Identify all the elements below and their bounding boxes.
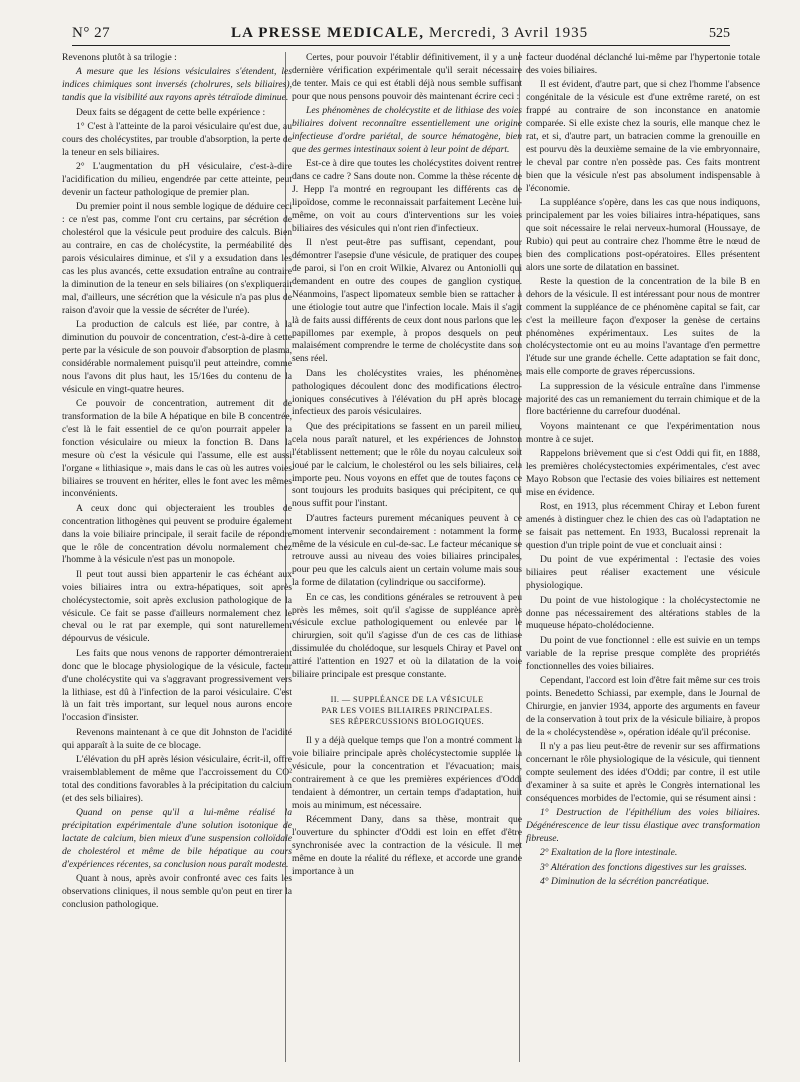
paragraph: Quand on pense qu'il a lui-même réalisé la précipitation expérimentale d'une solution isotonique de lactate de calcium, bien mieux d'une suspension colloïdale de cholestérol et même de bile hépatique au cours d'expériences récentes, sa conclusion nous paraît modeste. xyxy=(62,807,292,870)
paragraph: Il est évident, d'autre part, que si chez l'homme l'absence congénitale de la vésicule est d'une extrême rareté, on est frappé au contraire de son inconstance en anatomie comparée. Si elle existe chez la souris, elle manque chez le rat, et si, d'autre part, un batracien comme la grenouille en est pourvu dès la deuxième semaine de la vie embryonnaire, le cheval par contre n'en possède pas. Ces faits montrent bien que la vésicule n'est pas absolument indispensable à l'économie. xyxy=(526,79,760,194)
paragraph: Rost, en 1913, plus récemment Chiray et Lebon furent amenés à distinguer chez le chien des cas où l'adaptation ne se faisait pas nettement. En 1933, Bucalossi reprenait la question d'un triple point de vue et concluait ainsi : xyxy=(526,501,760,552)
paragraph: Est-ce à dire que toutes les cholécystites doivent rentrer dans ce cadre ? Sans doute non. Comme la thèse récente de J. Hepp l'a montré en regroupant les différents cas de lipoïdose, comme le reconnaissait parfaitement Lecène lui-même, on voit au cours d'interventions sur les voies biliaires des vésicules qui n'ont rien d'infectieux. xyxy=(292,158,522,234)
paragraph: 4° Diminution de la sécrétion pancréatique. xyxy=(540,876,710,888)
paragraph: Reste la question de la concentration de la bile B en dehors de la vésicule. Il est intéressant pour nous de montrer comment la suppléance de ce phénomène capital se fait, car c'est la meilleure façon d'exposer la genèse de certains phénomènes expérimentaux. Les suites de la cholécystectomie ont eu au moins l'avantage d'en permettre l'étude sur une grande échelle. Cette adaptation se fait donc, mais elle comporte de graves répercussions. xyxy=(526,275,760,378)
issue-date: Mercredi, 3 Avril 1935 xyxy=(428,25,589,41)
paragraph: Revenons plutôt à sa trilogie : xyxy=(62,52,177,63)
paragraph: La suppléance s'opère, dans les cas que nous indiquons, principalement par les voies biliaires intra-hépatiques, sans que soit nécessaire le relai nerveux-humoral (Houssaye, de Rubio) qui peut au contraire chez l'homme être le nœud de bien des complications post-opératoires. Elles présentent alors une sorte de dilatation en bassinet. xyxy=(526,196,760,273)
paragraph: Cependant, l'accord est loin d'être fait même sur ces trois points. Benedetto Schiassi, par exemple, dans le Journal de Chirurgie, en janvier 1934, apporte des arguments en faveur de la conservation à tout prix de la vésicule biliaire, à propos de la « cholécystendèse », opération idéale qu'il préconise. xyxy=(526,675,760,738)
section-title-line: PAR LES VOIES BILIAIRES PRINCIPALES. xyxy=(321,706,493,715)
paragraph: Du point de vue fonctionnel : elle est suivie en un temps variable de la reprise presque complète des propriétés fonctionnelles des voies biliaires. xyxy=(526,634,760,672)
section-title-line: SES RÉPERCUSSIONS BIOLOGIQUES. xyxy=(329,717,485,726)
paragraph: Que des précipitations se fassent en un pareil milieu, cela nous paraît naturel, et les expériences de Johnston l'établissent nettement; que le rôle du noyau calculeux soit joué par le calcium, le cholestérol ou les sels biliaires, cela importe peu. Nous voyons en effet que de toutes façons ce sont toujours les produits basiques qui précipitent, ce qui nous suffit pour l'instant. xyxy=(292,420,522,510)
paragraph: Dans les cholécystites vraies, les phénomènes pathologiques découlent donc des modifications électro-ioniques consécutives à l'élévation du pH après blocage infectieux des parois vésiculaires. xyxy=(292,367,522,418)
section-title-line: II. — SUPPLÉANCE DE LA VÉSICULE xyxy=(330,695,484,704)
paragraph: 2° Exaltation de la flore intestinale. xyxy=(540,847,678,859)
journal-name: LA PRESSE MEDICALE, xyxy=(230,25,425,41)
paragraph: Il peut tout aussi bien appartenir le cas échéant aux voies biliaires intra ou extra-hépatiques, soit après cholécystectomie, soit après exclusion pathologique de la vésicule. Ce fait se passe d'ailleurs normalement chez le cheval ou le rat par exemple, qui sont naturellement dépourvus de vésicule. xyxy=(62,568,292,645)
paragraph: L'élévation du pH après lésion vésiculaire, écrit-il, offre vraisemblablement de même que l'accroissement du CO² total des conditions favorables à la précipitation du calcium (et des sels biliaires). xyxy=(62,754,292,804)
paragraph: Il n'est peut-être pas suffisant, cependant, pour démontrer l'asepsie d'une vésicule, de pratiquer des coupes de paroi, si l'on en croit Wilkie, Alvarez ou Antoniolli qui demandent en outre des coupes de ganglion cystique. Néanmoins, l'aspect lipomateux semble bien se rattacher à une étiologie tout autre que l'infection locale. Mais il s'agit là de faits aussi différents de ceux dont nous parlons que les papillomes par exemple, à propos desquels on peut malaisément comprendre le terme de cholécystite dans son sens réel. xyxy=(292,237,522,365)
paragraph: 1° Destruction de l'épithélium des voies biliaires. Dégénérescence de leur tissu élastique avec transformation fibreuse. xyxy=(526,807,760,844)
paragraph: Voyons maintenant ce que l'expérimentation nous montre à ce sujet. xyxy=(526,420,760,445)
column-3 xyxy=(526,52,760,891)
paragraph: La production de calculs est liée, par contre, à la diminution du pouvoir de concentration, c'est-à-dire à cette perte par la vésicule de son pouvoir d'absorption de plasma, considérable normalement puisqu'il peut atteindre, comme nous l'avons dit plus haut, les 15/16es du contenu de la vésicule en vingt-quatre heures. xyxy=(62,319,292,395)
page-number: 525 xyxy=(709,26,730,41)
paragraph: Certes, pour pouvoir l'établir définitivement, il y a une dernière vérification expérimentale qu'il serait nécessaire de tenter. Mais ce qui est établi déjà nous semble suffisant pour que nous pensons pouvoir dès maintenant écrire ceci : xyxy=(292,52,522,102)
paragraph: Il y a déjà quelque temps que l'on a montré comment la voie biliaire principale après cholécystectomie supplée la vésicule, pour la concentration et l'évacuation; mais, contrairement à ce que les premières expériences d'Oddi tendaient à démontrer, un certain temps d'adaptation, huit mois au minimum, est nécessaire. xyxy=(292,735,522,811)
paragraph: Récemment Dany, dans sa thèse, montrait que l'ouverture du sphincter d'Oddi est loin en effet d'être synchronisée avec la contraction de la vésicule. Il met même en doute la réalité du réflexe, et accorde une grande importance à un xyxy=(292,813,522,877)
paragraph: Du point de vue histologique : la cholécystectomie ne donne pas nécessairement des altérations stables de la muqueuse hépato-cholédocienne. xyxy=(526,594,760,632)
page-header xyxy=(72,14,730,46)
column-1 xyxy=(62,52,292,913)
section-heading xyxy=(292,694,522,727)
paragraph: facteur duodénal déclanché lui-même par l'hypertonie totale des voies biliaires. xyxy=(526,52,760,76)
paragraph: 3° Altération des fonctions digestives sur les graisses. xyxy=(540,861,747,873)
column-2 xyxy=(292,52,522,880)
paragraph: 2° L'augmentation du pH vésiculaire, c'est-à-dire l'acidification du milieu, engendrée par cette atteinte, peut devenir un facteur pathologique de premier plan. xyxy=(62,161,292,199)
paragraph: D'autres facteurs purement mécaniques peuvent à ce moment intervenir secondairement : notamment la forme même de la vésicule en cul-de-sac. Le facteur mécanique se retrouve aussi au niveau des voies biliaires principales, pour peu que les calculs aient un certain volume mais sous la forme de dilatation (cylindrique ou sacciforme). xyxy=(292,512,522,589)
paragraph: 1° C'est à l'atteinte de la paroi vésiculaire qu'est due, au cours des cholécystites, par trouble d'absorption, la perte de la teneur en sels biliaires. xyxy=(62,121,292,158)
paragraph: En ce cas, les conditions générales se retrouvent à peu près les mêmes, soit qu'il s'agisse de suppléance après vésicule exclue pathologiquement ou enlevée par le chirurgien, soit qu'il s'agisse d'un de ces cas de lithiase dissimulée du cholédoque, sur lesquels Chiray et Pavel ont attiré l'attention en 1927 et où la dilatation de la voie biliaire principale est presque constante. xyxy=(292,591,522,681)
paragraph: Il n'y a pas lieu peut-être de revenir sur ses affirmations concernant le rôle physiologique de la vésicule, qui tiennent compte seulement des idées d'Oddi; par contre, il est utile d'examiner à sa suite et après le Congrès international les conséquences morbides de l'ectomie, qui se résument ainsi : xyxy=(526,741,760,804)
paragraph: Deux faits se dégagent de cette belle expérience : xyxy=(76,106,266,118)
paragraph: A ceux donc qui objecteraient les troubles de concentration lithogènes qui peuvent se produire également dans la voie biliaire principale, il serait facile de répondre que le rôle de concentration dévolu normalement chez l'homme à la vésicule n'est pas un monopole. xyxy=(62,502,292,566)
paragraph: Du premier point il nous semble logique de déduire ceci : ce n'est pas, comme l'ont cru certains, par sécrétion de cholestérol que la vésicule peut produire des calculs. Bien au contraire, en cas de cholécystite, la perméabilité des parois vésiculaires diminue, et s'il y a exsudation dans les cas les plus avancés, cette exsudation entraîne au contraire la diminution de la teneur en sels biliaires (on s'expliquerait mal, d'ailleurs, une sécrétion que la vésicule n'a pas plus de raison d'avoir que la vessie de sécréter de l'urée). xyxy=(62,201,292,316)
paragraph: Les faits que nous venons de rapporter démontreraient donc que le blocage physiologique de la vésicule, facteur d'une cholécystite qui va s'aggravant progressivement vers la lithiase, est dû à l'infection de la paroi vésiculaire. C'est là un fait très important, sur lequel nous aurons encore l'occasion d'insister. xyxy=(62,647,292,724)
paragraph: A mesure que les lésions vésiculaires s'étendent, les indices chimiques sont inversés (cholrures, sels biliaires), tandis que la visibilité aux rayons après tétraïode diminue. xyxy=(62,66,292,104)
paragraph: Ce pouvoir de concentration, autrement dit de transformation de la bile A hépatique en bile B concentrée, c'est là le fait essentiel de ce qu'on pourrait appeler la fonction vésiculaire ou mieux la fonction B. Dans la mesure où c'est la vésicule qui l'assume, elle est aussi l'organe « lithiasique », mais dans le cas où les autres voies biliaires se trouvent en hériter, elles le font avec les mêmes inconvénients. xyxy=(62,398,292,500)
paragraph: Rappelons brièvement que si c'est Oddi qui fit, en 1888, les premières cholécystectomies expérimentales, c'est avec Mayo Robson que l'ectasie des voies biliaires est nettement mise en évidence. xyxy=(526,448,760,498)
paragraph: Les phénomènes de cholécystite et de lithiase des voies biliaires doivent reconnaître essentiellement une origine infectieuse d'ordre pariétal, de source hématogène, bien que des germes intestinaux soient à leur point de départ. xyxy=(292,105,522,155)
issue-number: N° 27 xyxy=(72,25,111,41)
paragraph: Du point de vue expérimental : l'ectasie des voies biliaires peut réaliser exactement une vésicule physiologique. xyxy=(526,554,760,592)
journal-title xyxy=(231,25,588,42)
paragraph: Revenons maintenant à ce que dit Johnston de l'acidité qui apparaît à la suite de ce blocage. xyxy=(62,726,292,751)
paragraph: La suppression de la vésicule entraîne dans l'immense majorité des cas un remaniement du terrain chimique et de la flore bactérienne du carrefour duodénal. xyxy=(526,380,760,418)
paragraph: Quant à nous, après avoir confronté avec ces faits les observations cliniques, il nous semble qu'on peut en tirer la conclusion pathologique. xyxy=(62,873,292,910)
